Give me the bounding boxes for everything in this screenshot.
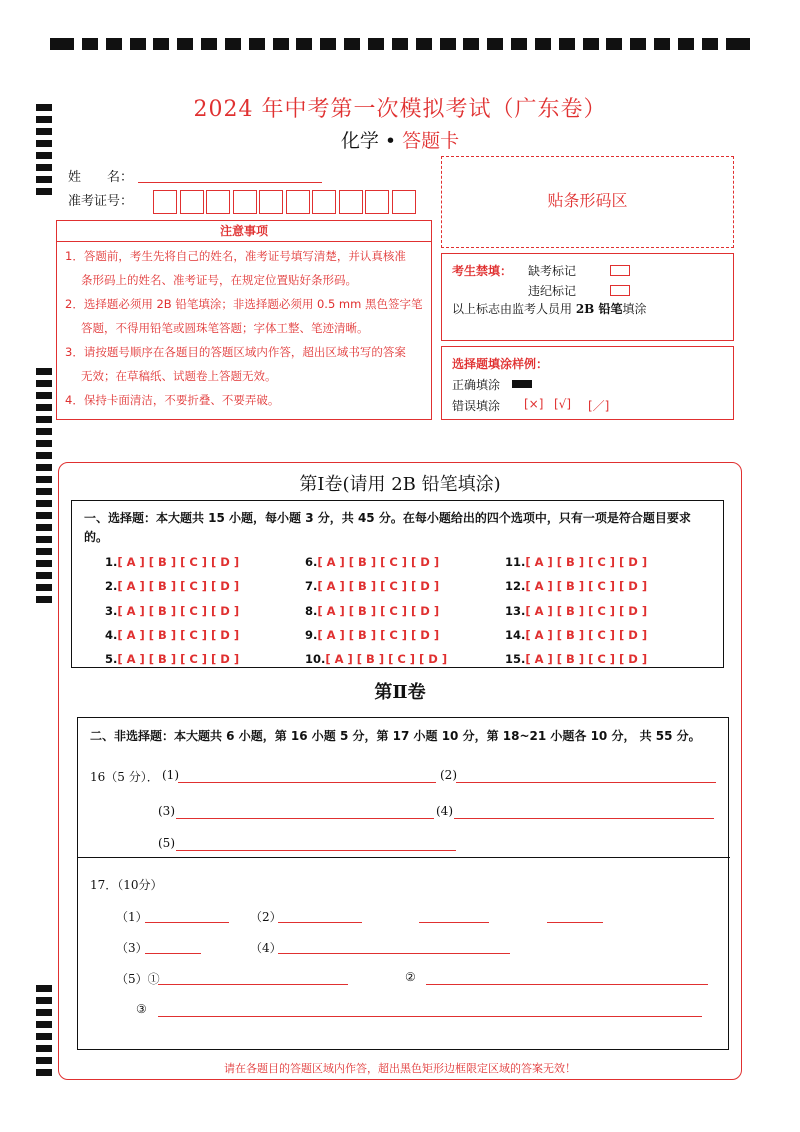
mc-question[interactable] xyxy=(305,628,439,642)
mc-question-number: 6. xyxy=(305,555,318,569)
mc-question[interactable] xyxy=(305,555,439,569)
mc-question[interactable] xyxy=(305,604,439,618)
page-title: 2024 年中考第一次模拟考试（广东卷） xyxy=(193,97,607,122)
mc-question[interactable] xyxy=(105,579,239,593)
prohibited-note xyxy=(452,300,647,317)
q16-b2-line[interactable] xyxy=(456,782,716,783)
mc-question-number: 9. xyxy=(305,627,318,642)
mc-question-number: 12. xyxy=(505,579,526,594)
q16-label: 16（5 分）． xyxy=(90,770,159,784)
mc-options[interactable]: [ A ] [ B ] [ C ] [ D ] xyxy=(525,627,648,642)
prohibited-box xyxy=(441,253,734,341)
mc-question[interactable] xyxy=(505,628,647,642)
subtitle-subject: 化学 • xyxy=(340,130,403,152)
prohibited-note-bold: 2B 铅笔 xyxy=(575,302,623,316)
mc-question[interactable] xyxy=(105,604,239,618)
q17-c3-label: ③ xyxy=(136,1002,147,1016)
prohibited-note-pre: 以上标志由监考人员用 xyxy=(452,302,576,316)
mc-question-number: 8. xyxy=(305,603,318,618)
part2-box xyxy=(77,717,729,1050)
mc-options[interactable]: [ A ] [ B ] [ C ] [ D ] xyxy=(317,579,440,594)
note-line: 2．选择题必须用 2B 铅笔填涂；非选择题必须用 0.5 mm 黑色签字笔 xyxy=(65,297,423,311)
mc-question-number: 11. xyxy=(505,555,526,569)
q16-b1-line[interactable] xyxy=(178,782,436,783)
page-subtitle xyxy=(0,126,800,153)
q17-b1-line[interactable] xyxy=(145,922,229,923)
q16-b2-label: (2) xyxy=(440,768,457,782)
q17-b4-line[interactable] xyxy=(278,953,510,954)
mc-question-number: 15. xyxy=(505,652,526,667)
mc-question[interactable] xyxy=(305,579,439,593)
violation-label: 违纪标记 xyxy=(528,284,577,298)
mc-options[interactable]: [ A ] [ B ] [ C ] [ D ] xyxy=(525,652,648,667)
q17-b2-label: （2） xyxy=(250,910,282,924)
mc-options[interactable]: [ A ] [ B ] [ C ] [ D ] xyxy=(117,627,240,642)
part2-heading: 第Ⅱ卷 xyxy=(374,682,426,703)
q17-b5-line[interactable] xyxy=(158,984,348,985)
absent-mark-box[interactable] xyxy=(610,265,630,276)
violation-mark-box[interactable] xyxy=(610,285,630,296)
correct-fill-mark xyxy=(512,380,532,388)
wrong-mark-3: [／] xyxy=(588,399,610,413)
q16-q17-divider xyxy=(78,857,730,858)
mc-question[interactable] xyxy=(105,652,239,666)
absent-label: 缺考标记 xyxy=(528,264,577,278)
mc-question-number: 14. xyxy=(505,627,526,642)
mc-options[interactable]: [ A ] [ B ] [ C ] [ D ] xyxy=(317,603,440,618)
note-line: 4．保持卡面清洁，不要折叠、不要弄破。 xyxy=(65,393,280,407)
mc-question[interactable] xyxy=(305,652,447,666)
mc-question[interactable] xyxy=(505,604,647,618)
q16-b1-label: (1) xyxy=(162,768,179,782)
mc-question-number: 3. xyxy=(105,603,118,618)
mc-question-number: 4. xyxy=(105,627,118,642)
mc-question-number: 5. xyxy=(105,652,118,667)
mc-question[interactable] xyxy=(105,628,239,642)
notes-box xyxy=(56,220,432,420)
note-line: 条形码上的姓名、准考证号，在规定位置贴好条形码。 xyxy=(81,273,357,287)
fill-sample-box xyxy=(441,346,734,420)
mc-options[interactable]: [ A ] [ B ] [ C ] [ D ] xyxy=(117,579,240,594)
part2-instruction: 二、非选择题：本大题共 6 小题，第 16 小题 5 分，第 17 小题 10 分，第 18~21 小题各 10 分， 共 55 分。 xyxy=(90,729,701,743)
notes-list xyxy=(57,242,431,412)
mc-options[interactable]: [ A ] [ B ] [ C ] [ D ] xyxy=(317,627,440,642)
q17-b4-label: （4） xyxy=(250,941,282,955)
mc-options[interactable]: [ A ] [ B ] [ C ] [ D ] xyxy=(325,652,448,667)
q17-b5-label: （5）① xyxy=(116,972,160,986)
q17-b2c-line[interactable] xyxy=(547,922,603,923)
fill-sample-title: 选择题填涂样例： xyxy=(452,357,549,371)
mc-question-number: 7. xyxy=(305,579,318,594)
q17-b2-line[interactable] xyxy=(278,922,362,923)
q17-c3-line[interactable] xyxy=(158,1016,702,1017)
q17-c2-label: ② xyxy=(405,970,416,984)
q16-b3-line[interactable] xyxy=(176,818,434,819)
q16-b4-line[interactable] xyxy=(454,818,714,819)
name-label: 姓 名： xyxy=(68,170,134,185)
note-line: 无效；在草稿纸、试题卷上答题无效。 xyxy=(81,369,277,383)
barcode-area xyxy=(441,156,734,248)
q16-b5-line[interactable] xyxy=(176,850,456,851)
q17-b2b-line[interactable] xyxy=(419,922,489,923)
id-label: 准考证号： xyxy=(68,194,134,209)
mc-options[interactable]: [ A ] [ B ] [ C ] [ D ] xyxy=(317,555,440,569)
q17-b1-label: （1） xyxy=(116,910,148,924)
part1-instruction: 一、选择题：本大题共 15 小题，每小题 3 分，共 45 分。在每小题给出的四个选项中，只有一项是符合题目要求的。 xyxy=(84,511,691,544)
correct-fill-label: 正确填涂 xyxy=(452,378,501,392)
mc-question[interactable] xyxy=(105,555,239,569)
q17-b3-label: （3） xyxy=(116,941,148,955)
id-number-grid[interactable] xyxy=(153,190,418,214)
name-field[interactable] xyxy=(138,182,322,183)
note-line: 1．答题前，考生先将自己的姓名，准考证号填写清楚，并认真核准 xyxy=(65,249,406,263)
wrong-fill-label: 错误填涂 xyxy=(452,399,501,413)
mc-options[interactable]: [ A ] [ B ] [ C ] [ D ] xyxy=(525,555,648,569)
prohibited-title: 考生禁填： xyxy=(452,264,513,278)
part1-heading: 第Ⅰ卷(请用 2B 铅笔填涂) xyxy=(299,474,501,495)
wrong-mark-2: [√] xyxy=(554,397,572,411)
note-line: 3．请按题号顺序在各题目的答题区域内作答，超出区域书写的答案 xyxy=(65,345,406,359)
mc-options[interactable]: [ A ] [ B ] [ C ] [ D ] xyxy=(117,652,240,667)
mc-question-number: 13. xyxy=(505,603,526,618)
mc-question[interactable] xyxy=(505,579,647,593)
wrong-mark-1: [×] xyxy=(524,397,544,411)
q16-b3-label: (3) xyxy=(158,804,175,818)
mc-question-number: 2. xyxy=(105,579,118,594)
q16-b4-label: (4) xyxy=(436,804,453,818)
mc-question[interactable] xyxy=(505,652,647,666)
mc-question-number: 10. xyxy=(305,652,326,667)
mc-question-number: 1. xyxy=(105,555,118,569)
q17-b3-line[interactable] xyxy=(145,953,201,954)
mc-options[interactable]: [ A ] [ B ] [ C ] [ D ] xyxy=(117,603,240,618)
mc-options[interactable]: [ A ] [ B ] [ C ] [ D ] xyxy=(117,555,240,569)
prohibited-note-post: 填涂 xyxy=(622,302,647,316)
part1-box xyxy=(71,500,724,668)
footer-warning: 请在各题目的答题区域内作答，超出黑色矩形边框限定区域的答案无效！ xyxy=(224,1062,576,1075)
notes-title: 注意事项 xyxy=(57,221,431,242)
q16-b5-label: (5) xyxy=(158,836,175,850)
subtitle-answer-sheet: 答题卡 xyxy=(402,130,460,152)
mc-options[interactable]: [ A ] [ B ] [ C ] [ D ] xyxy=(525,603,648,618)
mc-options[interactable]: [ A ] [ B ] [ C ] [ D ] xyxy=(525,579,648,594)
timing-marks-top xyxy=(50,38,750,52)
note-line: 答题，不得用铅笔或圆珠笔答题；字体工整、笔迹清晰。 xyxy=(81,321,369,335)
q17-c2-line[interactable] xyxy=(426,984,708,985)
mc-question[interactable] xyxy=(505,555,647,569)
q17-label: 17．（10分） xyxy=(90,878,163,892)
barcode-label: 贴条形码区 xyxy=(547,191,628,210)
